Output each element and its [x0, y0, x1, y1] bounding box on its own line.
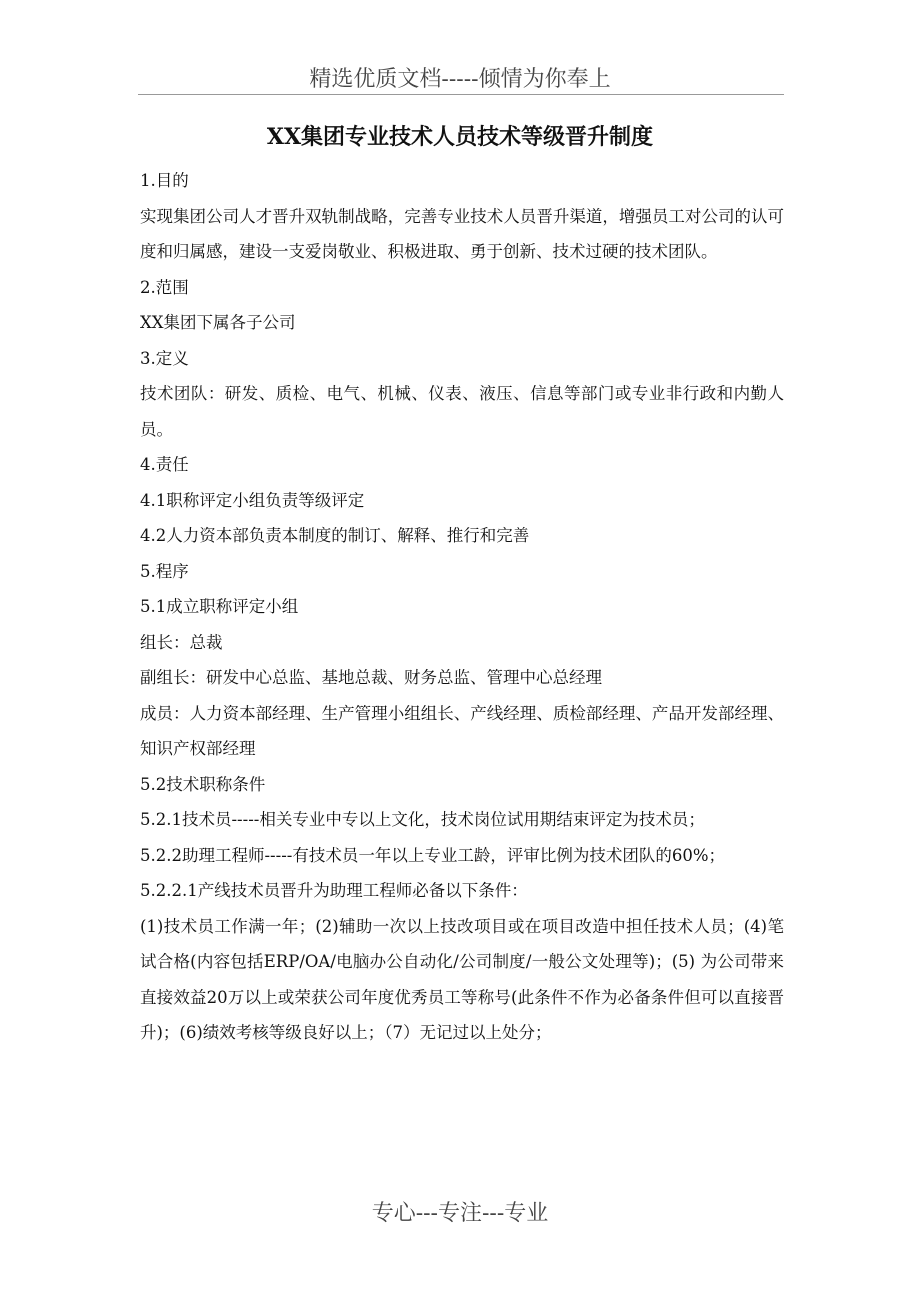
section-heading-definition: 3.定义 — [140, 348, 189, 368]
paragraph-purpose: 实现集团公司人才晋升双轨制战略，完善专业技术人员晋升渠道，增强员工对公司的认可度和归属感，建设一支爱岗敬业、积极进取、勇于创新、技术过硬的技术团队。 — [140, 206, 784, 261]
paragraph-responsibility-2: 4.2人力资本部负责本制度的制订、解释、推行和完善 — [140, 526, 530, 545]
paragraph-technician: 5.2.1技术员-----相关专业中专以上文化，技术岗位试用期结束评定为技术员； — [140, 810, 705, 829]
paragraph-definition: 技术团队：研发、质检、电气、机械、仪表、液压、信息等部门或专业非行政和内勤人员。 — [140, 384, 784, 439]
paragraph-group-leader: 组长：总裁 — [140, 632, 223, 652]
paragraph-members: 成员：人力资本部经理、生产管理小组组长、产线经理、质检部经理、产品开发部经理、知识产权部经理 — [140, 703, 784, 758]
header-divider — [138, 94, 784, 95]
paragraph-promotion-conditions-heading: 5.2.2.1产线技术员晋升为助理工程师必备以下条件： — [140, 881, 528, 900]
paragraph-deputy-leader: 副组长：研发中心总监、基地总裁、财务总监、管理中心总经理 — [140, 668, 602, 687]
section-heading-responsibility: 4.责任 — [140, 455, 189, 474]
document-title: XX集团专业技术人员技术等级晋升制度 — [266, 124, 654, 150]
page-header: 精选优质文档-----倾情为你奉上 — [309, 67, 611, 92]
paragraph-procedure-5-1: 5.1成立职称评定小组 — [140, 597, 299, 616]
section-heading-purpose: 1.目的 — [140, 171, 189, 190]
section-heading-procedure: 5.程序 — [140, 561, 189, 581]
paragraph-responsibility-1: 4.1职称评定小组负责等级评定 — [140, 490, 365, 510]
paragraph-promotion-conditions: (1)技术员工作满一年；(2)辅助一次以上技改项目或在项目改造中担任技术人员；(4)笔试合格(内容包括ERP/OA/电脑办公自动化/公司制度/一般公文处理等)；(5) 为公司带来直接效益20万以上或荣获公司年度优秀员工等称号(此条件不作为必备条件但可以直接晋升)；(6)绩效考核等级良好以上；（7）无记过以上处分； — [140, 916, 784, 1042]
paragraph-scope: XX集团下属各子公司 — [140, 313, 296, 332]
section-heading-scope: 2.范围 — [140, 277, 189, 297]
paragraph-assistant-engineer: 5.2.2助理工程师-----有技术员一年以上专业工龄，评审比例为技术团队的60%； — [140, 845, 726, 865]
paragraph-procedure-5-2: 5.2技术职称条件 — [140, 774, 266, 794]
document-body — [140, 163, 784, 1051]
page-footer: 专心---专注---专业 — [371, 1201, 549, 1226]
